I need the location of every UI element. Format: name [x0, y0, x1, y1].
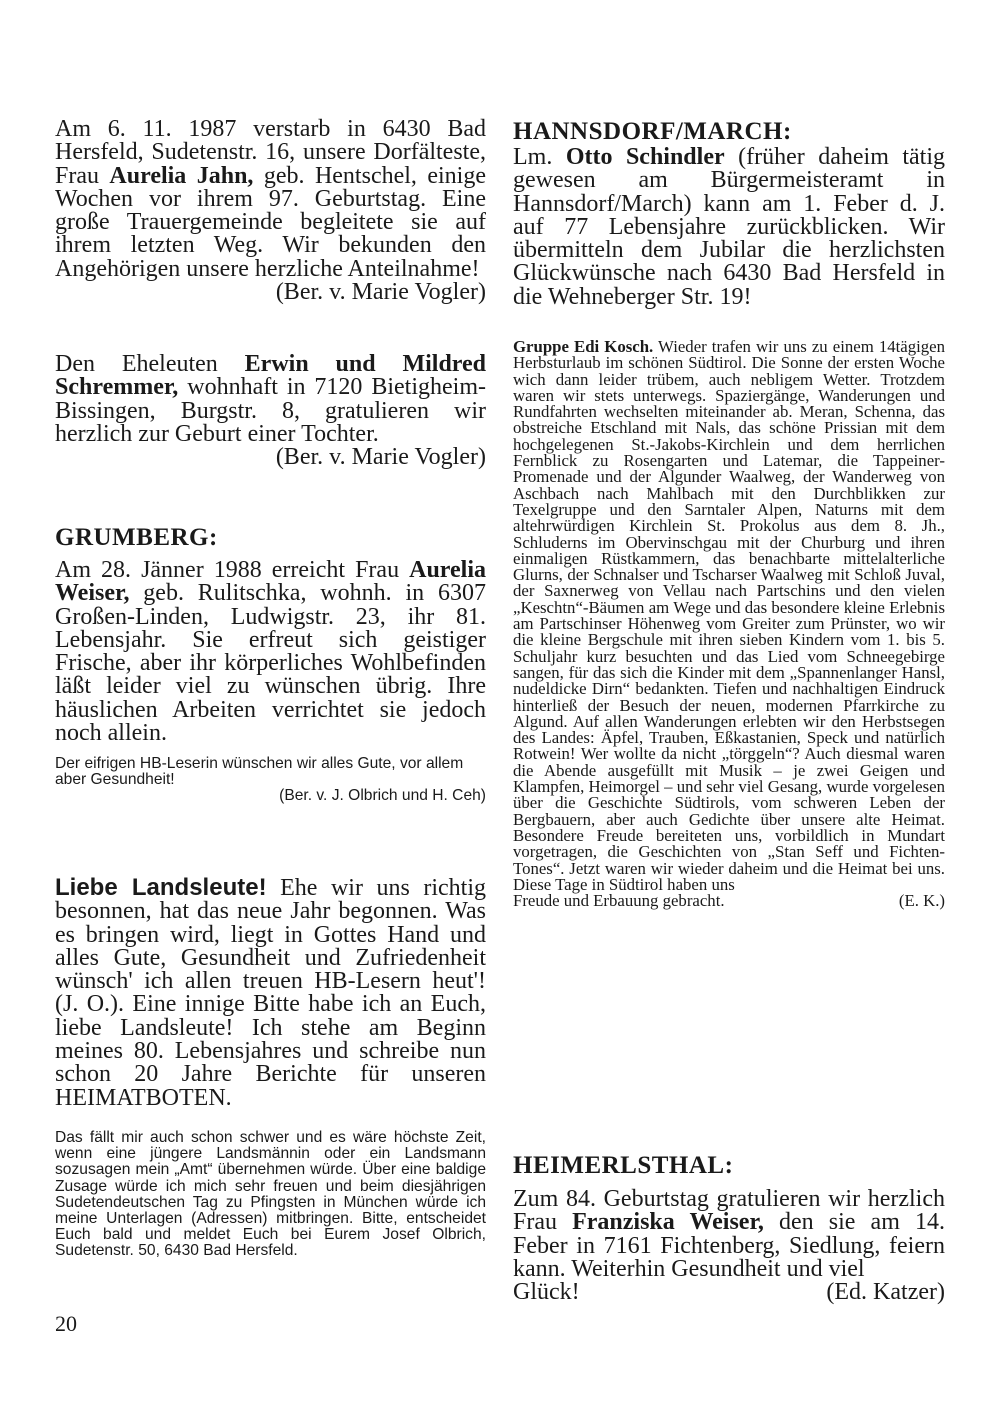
- notice-text: Wieder trafen wir uns zu einem 14tägigen Herbsturlaub im schönen Südtirol. Die Sonne der ersten Woche wich dann leider trübem, auch nebligem Wetter. Trotzdem waren wir stets unterwegs. Spaziergänge, Wanderungen und Rundfahrten wechselten miteinander ab. Meran, Schenna, das obstreiche Etschland mit Nals, das schöne Prissian mit dem hochgelegenen St.-Jakobs-Kirchlein und dem herrlichen Fernblick zu Rosengarten und Latemar, die Tappeiner-Promenade und der Algunder Waalweg, der Wanderweg von Aschbach nach Mahlbach mit den Durchblikken zur Texelgruppe und den Sarntaler Alpen, Naturns mit dem altehrwürdigen Kirchlein St. Prokolus aus dem 8. Jh., Schluderns im Obervinschgau mit der Churburg und ihren einmaligen Rüstkammern, das benachbarte mittelalterliche Glurns, der Schnalser und Tscharser Waalweg mit Schloß Juval, der Saxnerweg von Vellau nach Partschins und den vielen „Keschtn“-Bäumen am Wege und das besondere kleine Erlebnis am Partschinser Höhenweg vom Greiter zum Prünster, wo wir die kleine Bergschule mit ihren sieben Kindern vom 1. bis 5. Schuljahr kurz besuchten und das Lied vom Schneegebirge sangen, für das sich die Kinder mit dem „Spannenlanger Hansl, nudeldicke Dirn“ bedankten. Tiefen und nachhaltigen Eindruck hinterließ der Besuch der neuen, modernen Pfarrkirche zu Algund. Auf allen Wanderungen erlebten wir den Herbstsegen des Landes: Äpfel, Trauben, Eßkastanien, Speck und natürlich Rotwein! Wer wollte da nicht „törggeln“? Auch diesmal waren die Abende ausgefüllt mit Musik – je zwei Geigen und Klampfen, Heimorgel – und sehr viel Gesang, wurde vorgelesen über die Geschichte Südtirols, vom schweren Leben der Bergbauern, aber auch Gedichte über unsere alte Heimat. Besondere Freude bereiteten uns, vorbildlich in Mundart vorgetragen, die Geschichten von „Stan Seff und Fichten-Tones“. Jetzt waren wir wieder daheim und die Heimat bei uns. Diese Tage in Südtirol haben uns: [513, 337, 946, 894]
- notice-otto-schindler: [513, 146, 945, 309]
- notice-aurelia-weiser: [55, 559, 486, 745]
- report-credit: (Ber. v. Marie Vogler): [275, 444, 486, 471]
- person-name: Aurelia Weiser,: [55, 557, 486, 607]
- notice-lead: Zum 84. Geburtstag gratulieren wir herzlich Frau: [513, 1186, 945, 1236]
- notice-aurelia-jahn: [55, 118, 486, 304]
- notice-text: wohnhaft in 7120 Bietigheim-Bissingen, Burgstr. 8, gratulieren wir herzlich zur Geburt einer Tochter.: [55, 374, 486, 447]
- report-credit: (Ed. Katzer): [826, 1279, 945, 1306]
- wish-text: Der eifrigen HB-Leserin wünschen wir alles Gute, vor allem aber Gesundheit!: [55, 755, 464, 789]
- notice-franziska-weiser: [513, 1188, 945, 1304]
- greeting: Liebe Landsleute!: [55, 874, 267, 901]
- group-name: Gruppe Edi Kosch.: [513, 337, 654, 356]
- notice-text: Freude und Erbauung gebracht.: [513, 891, 725, 911]
- report-credit: (Ber. v. Marie Vogler): [275, 279, 486, 306]
- notice-gruppe-kosch: [513, 339, 945, 909]
- section-heading-heimerlsthal: HEIMERLSTHAL:: [513, 1152, 734, 1179]
- notice-amt: [55, 1130, 486, 1260]
- page-number: 20: [55, 1311, 77, 1336]
- person-name: Erwin und Mildred Schremmer,: [55, 351, 487, 401]
- report-credit: (E. K.): [898, 891, 945, 911]
- notice-text: Ehe wir uns richtig besonnen, hat das neue Jahr begonnen. Was es bringen wird, liegt in Gottes Hand und alles Gute, Gesundheit und Zufriedenheit wünsch' ich allen treuen HB-Lesern heut'! (J. O.). Eine innige Bitte habe ich an Euch, liebe Landsleute! Ich stehe am Beginn meines 80. Lebensjahres und schreibe nun schon 20 Jahre Berichte für unseren HEIMATBOTEN.: [55, 875, 486, 1111]
- notice-text: Das fällt mir auch schon schwer und es wäre höchste Zeit, wenn eine jüngere Landsmännin oder ein Landsmann sozusagen mein „Amt“ übernehmen würde. Über eine baldige Zusage würde ich mich sehr freuen und beim diesjährigen Sudetendeutschen Tag zu Pfingsten in München würde ich meine Unterlagen (Adressen) mitbringen. Bitte, entscheidet Euch bald und meldet Euch bei Eurem Josef Olbrich, Sudetenstr. 50, 6430 Bad Hersfeld.: [55, 1129, 486, 1260]
- notice-lead: Den Eheleuten: [55, 351, 245, 377]
- section-heading-hannsdorf: HANNSDORF/MARCH:: [513, 118, 792, 145]
- notice-schremmer: [55, 353, 486, 469]
- notice-lead: Am 6. 11. 1987 verstarb in 6430 Bad Hersfeld, Sudetenstr. 16, unsere Dorfälteste, Frau: [55, 116, 486, 189]
- person-name: Aurelia Jahn,: [109, 162, 254, 189]
- notice-landsleute: [55, 876, 486, 1110]
- report-credit: (Ber. v. J. Olbrich und H. Ceh): [279, 787, 486, 805]
- notice-lead: Lm.: [513, 144, 566, 170]
- notice-text: Glück!: [513, 1279, 580, 1306]
- notice-text: geb. Hentschel, einige Wochen vor ihrem 97. Geburtstag. Eine große Trauergemeinde begleitete sie auf ihrem letzten Weg. Wir bekunden den Angehörigen unsere herzliche Anteilnahme!: [55, 162, 486, 282]
- notice-text: geb. Rulitschka, wohnh. in 6307 Großen-Linden, Ludwigstr. 23, ihr 81. Lebensjahr. Sie erfreut sich geistiger Frische, aber ihr körperliches Wohlbefinden läßt leider viel zu wünschen übrig. Ihre häuslichen Arbeiten verrichtet sie jedoch noch allein.: [55, 580, 486, 747]
- section-heading-grumberg: GRUMBERG:: [55, 524, 218, 551]
- person-name: Otto Schindler: [565, 144, 725, 170]
- notice-text: den sie am 14. Feber in 7161 Fichtenberg, Siedlung, feiern kann. Weiterhin Gesundheit und viel: [513, 1209, 945, 1282]
- notice-text: (früher daheim tätig gewesen am Bürgermeisteramt in Hannsdorf/March) kann am 1. Feber d. J. auf 77 Lebensjahre zurückblicken. Wir übermitteln dem Jubilar die herzlichsten Glückwünsche nach 6430 Bad Hersfeld in die Wehneberger Str. 19!: [513, 144, 946, 310]
- notice-wish: [55, 756, 486, 805]
- notice-lead: Am 28. Jänner 1988 erreicht Frau: [55, 557, 410, 583]
- person-name: Franziska Weiser,: [572, 1209, 764, 1236]
